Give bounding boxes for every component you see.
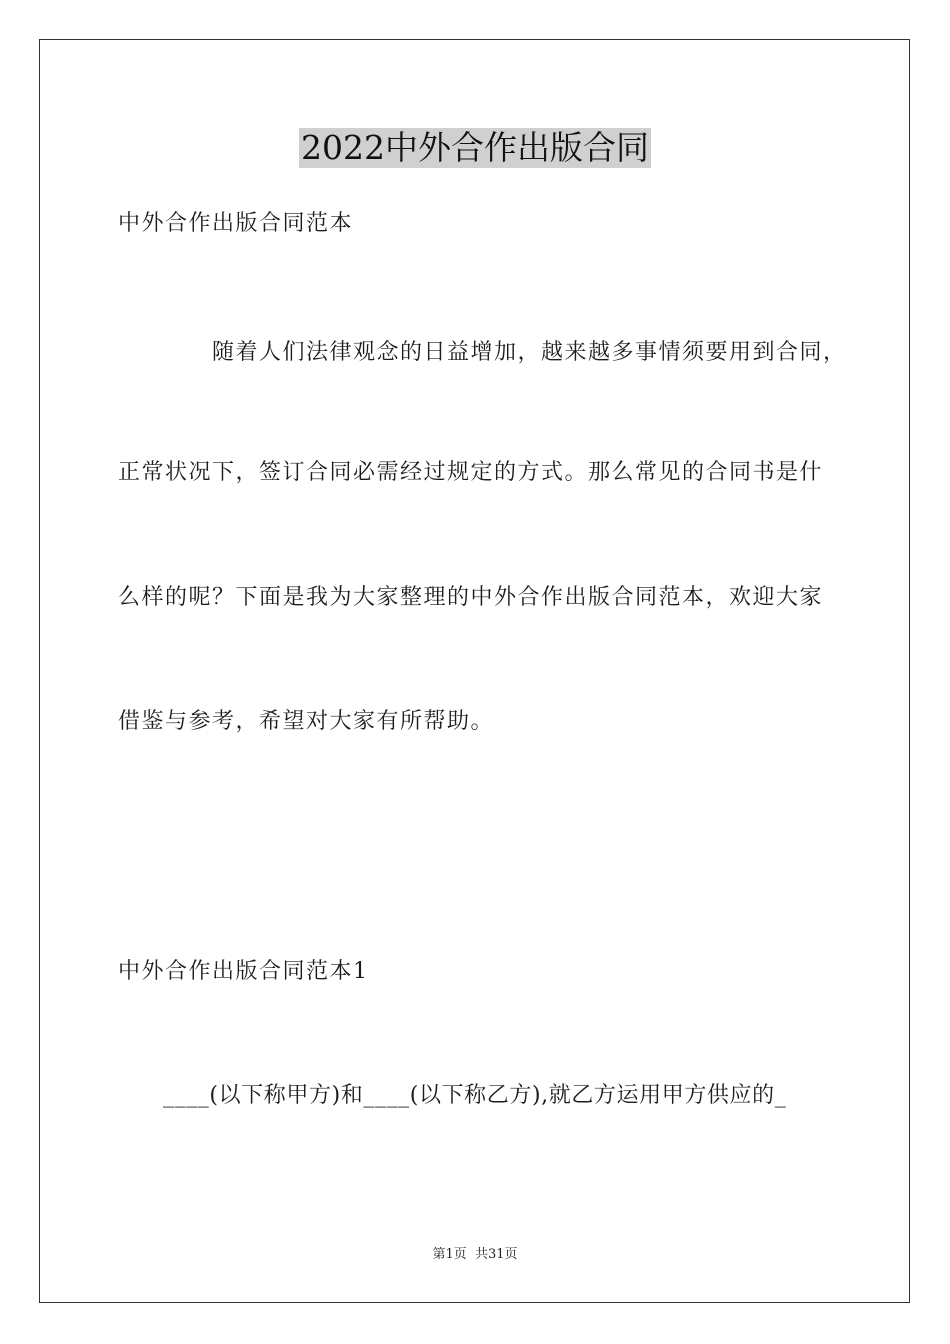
title-container <box>0 128 950 168</box>
document-subtitle: 中外合作出版合同范本 <box>118 211 354 236</box>
intro-line-4: 借鉴与参考，希望对大家有所帮助。 <box>118 709 495 734</box>
page-number-footer: 第1页 共31页 <box>432 1247 518 1262</box>
intro-line-1: 随着人们法律观念的日益增加，越来越多事情须要用到合同， <box>212 340 847 365</box>
intro-line-2: 正常状况下，签订合同必需经过规定的方式。那么常见的合同书是什 <box>118 460 824 485</box>
section-heading: 中外合作出版合同范本1 <box>118 959 369 984</box>
document-title: 2022中外合作出版合同 <box>301 128 649 167</box>
intro-line-3: 么样的呢？下面是我为大家整理的中外合作出版合同范本，欢迎大家 <box>118 585 824 610</box>
clause-line: ____(以下称甲方)和____(以下称乙方),就乙方运用甲方供应的_ <box>163 1083 787 1108</box>
